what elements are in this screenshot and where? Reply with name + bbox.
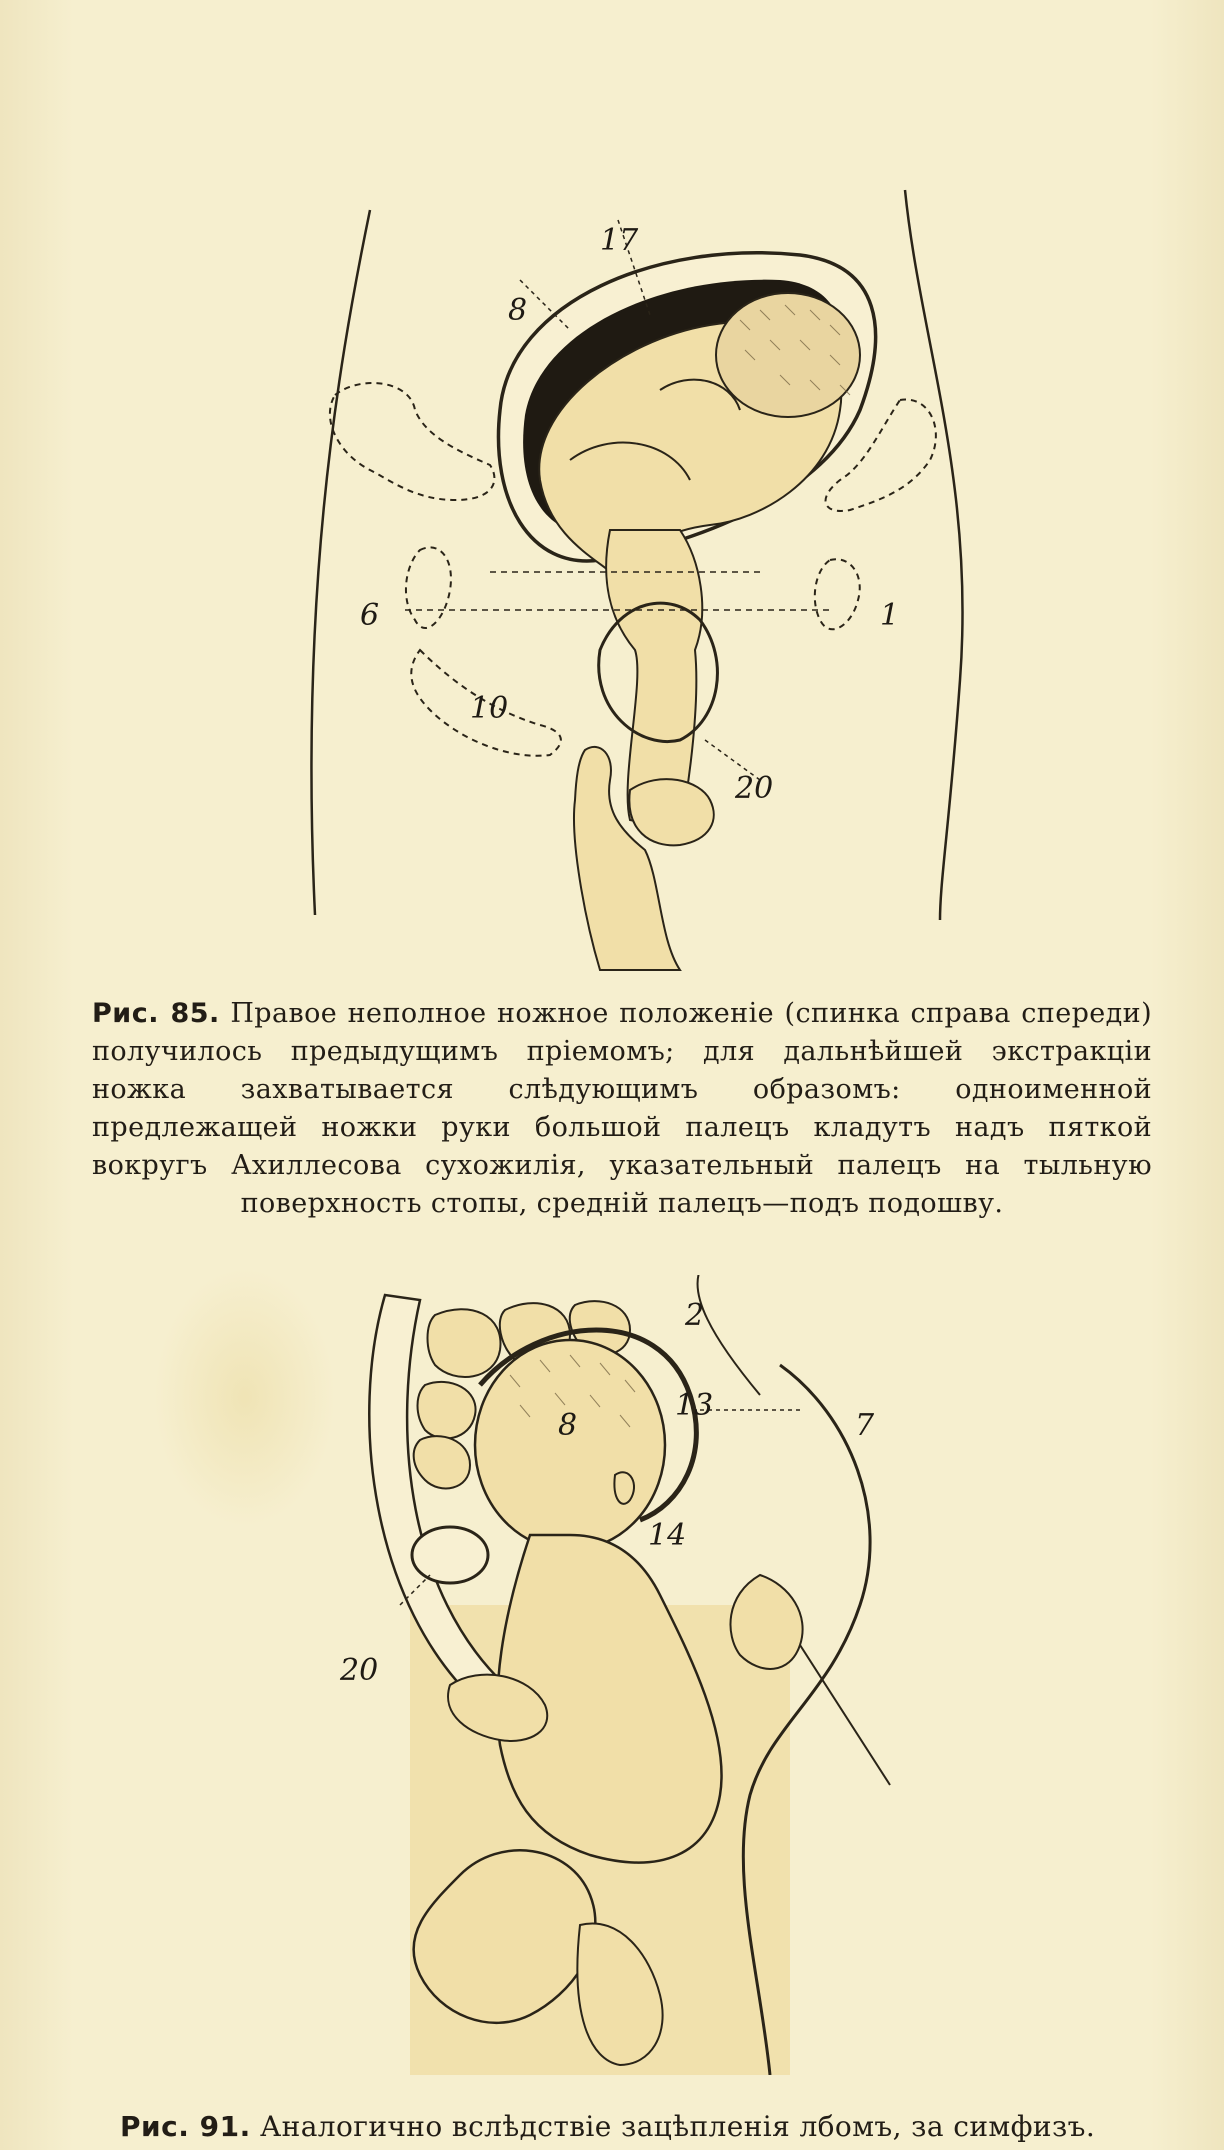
callout-7: 7 <box>855 1408 875 1443</box>
callout-8: 8 <box>508 293 528 328</box>
figure-91-label: Рис. 91. <box>120 2110 251 2143</box>
callout-6: 6 <box>360 598 380 633</box>
callout-20: 20 <box>340 1653 379 1688</box>
figure-85-caption-text: Правое неполное ножное положеніе (спинка справа спереди) получилось предыдущимъ пріемомъ; для дальнѣйшей экстракціи ножка захватывается слѣдующимъ образомъ: одноименной предлежащей ножки руки большой палецъ кладутъ надъ пяткой вокругъ Ахиллесова сухожилія, указательный палецъ на тыльную поверхность стопы, средній палецъ—подъ подошву. <box>92 998 1152 1219</box>
callout-1: 1 <box>880 598 900 633</box>
figure-85-label: Рис. 85. <box>92 998 220 1029</box>
figure-85-drawing <box>240 180 1000 980</box>
figure-91-caption-text: Аналогично вслѣдствіе зацѣпленія лбомъ, за симфизъ. <box>260 2110 1096 2143</box>
callout-20: 20 <box>735 771 774 806</box>
callout-14: 14 <box>648 1518 687 1553</box>
figure-91-drawing <box>330 1275 950 2075</box>
callout-10: 10 <box>470 691 509 726</box>
figure-85-illustration <box>240 180 1000 980</box>
callout-13: 13 <box>675 1388 714 1423</box>
callout-8: 8 <box>558 1408 578 1443</box>
figure-85-caption <box>92 995 1152 1223</box>
callout-2: 2 <box>685 1298 705 1333</box>
figure-91-caption <box>120 2110 1180 2144</box>
callout-17: 17 <box>600 223 639 258</box>
figure-91-illustration <box>330 1275 950 2075</box>
